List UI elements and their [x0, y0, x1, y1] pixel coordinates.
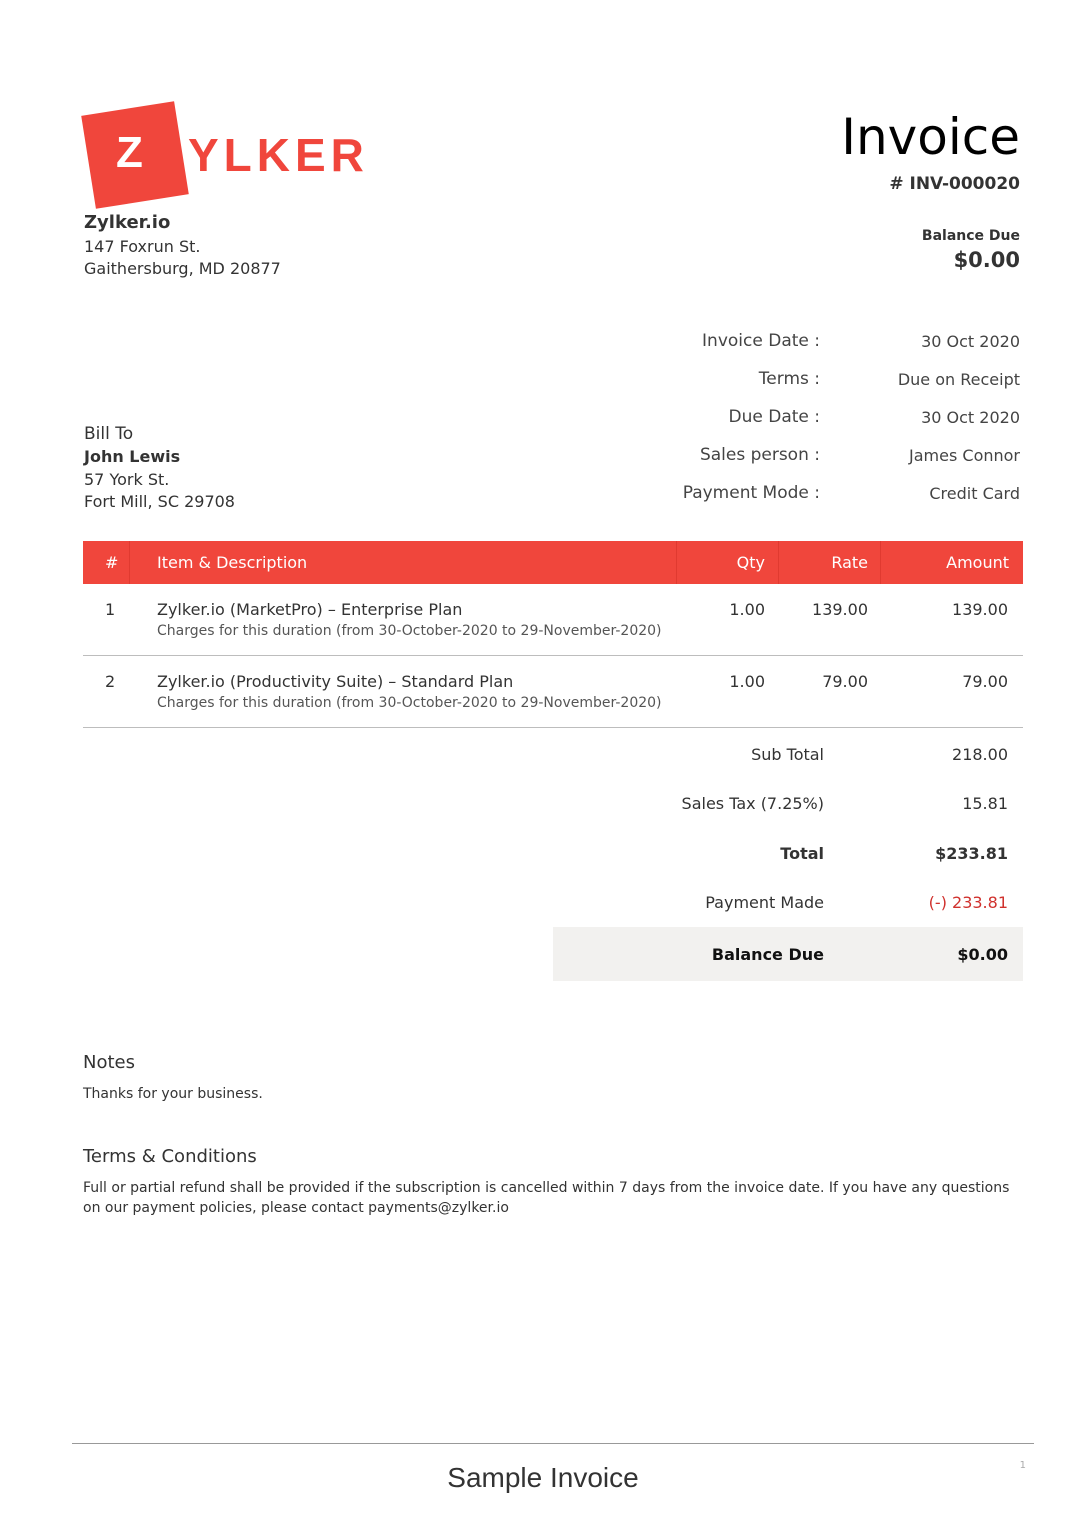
row-1-description: Charges for this duration (from 30-October-2020 to 29-November-2020) [157, 623, 662, 639]
payment-made-value: (-) 233.81 [928, 893, 1008, 912]
row-2-num: 2 [105, 672, 116, 691]
payment-made-label: Payment Made [705, 893, 824, 912]
payment-mode-label: Payment Mode : [682, 483, 820, 503]
header-divider [778, 541, 779, 584]
terms-value: Due on Receipt [897, 370, 1020, 389]
row-1-rate: 139.00 [812, 600, 868, 619]
balance-due-label: Balance Due [921, 228, 1020, 244]
terms-text: Full or partial refund shall be provided if the subscription is cancelled within 7 days from the invoice date. If you have any questions on our payment policies, please contact payments@zylker.io [83, 1180, 1010, 1216]
row-divider [83, 727, 1023, 728]
invoice-date-value: 30 Oct 2020 [921, 332, 1020, 351]
subtotal-value: 218.00 [952, 745, 1008, 764]
row-1-num: 1 [105, 600, 116, 619]
row-divider [83, 655, 1023, 656]
row-1-qty: 1.00 [729, 600, 765, 619]
sales-person-value: James Connor [909, 446, 1020, 465]
total-value: $233.81 [935, 844, 1008, 863]
header-rate: Rate [831, 553, 868, 572]
logo-wordmark: YLKER [188, 129, 369, 181]
bill-to-name: John Lewis [84, 447, 181, 466]
sales-tax-label: Sales Tax (7.25%) [681, 794, 824, 813]
header-amount: Amount [946, 553, 1009, 572]
footer-title: Sample Invoice [447, 1462, 639, 1493]
items-table-header [83, 541, 1023, 584]
bill-to-label: Bill To [84, 424, 134, 444]
notes-title: Notes [83, 1052, 135, 1073]
header-divider [129, 541, 130, 584]
row-1-amount: 139.00 [952, 600, 1008, 619]
company-address-line2: Gaithersburg, MD 20877 [84, 259, 281, 278]
row-2-rate: 79.00 [822, 672, 868, 691]
footer-divider [72, 1443, 1034, 1444]
notes-text: Thanks for your business. [83, 1086, 263, 1102]
row-2-qty: 1.00 [729, 672, 765, 691]
invoice-title: Invoice [841, 108, 1020, 166]
invoice-date-label: Invoice Date : [702, 331, 820, 351]
row-1-item: Zylker.io (MarketPro) – Enterprise Plan [157, 600, 463, 619]
header-qty: Qty [736, 553, 765, 572]
page-number: 1 [1019, 1460, 1026, 1471]
subtotal-label: Sub Total [751, 745, 824, 764]
header-num: # [105, 553, 119, 572]
sales-tax-value: 15.81 [962, 794, 1008, 813]
balance-due-value: $0.00 [953, 248, 1020, 272]
company-address-line1: 147 Foxrun St. [84, 237, 201, 256]
sales-person-label: Sales person : [699, 445, 820, 465]
logo-letter: Z [116, 128, 143, 177]
bill-to-address-line2: Fort Mill, SC 29708 [84, 492, 235, 511]
due-date-label: Due Date : [728, 407, 820, 427]
due-date-value: 30 Oct 2020 [921, 408, 1020, 427]
terms-label: Terms : [758, 369, 820, 389]
invoice-number: # INV-000020 [889, 174, 1020, 194]
balance-due-total-label: Balance Due [711, 945, 824, 964]
header-divider [676, 541, 677, 584]
total-label: Total [780, 844, 824, 863]
header-divider [880, 541, 881, 584]
balance-due-total-value: $0.00 [957, 945, 1008, 964]
row-2-item: Zylker.io (Productivity Suite) – Standard Plan [157, 672, 514, 691]
bill-to-address-line1: 57 York St. [84, 470, 170, 489]
payment-mode-value: Credit Card [929, 484, 1020, 503]
row-2-description: Charges for this duration (from 30-October-2020 to 29-November-2020) [157, 695, 662, 711]
company-name: Zylker.io [84, 212, 171, 233]
row-2-amount: 79.00 [962, 672, 1008, 691]
terms-title: Terms & Conditions [83, 1146, 257, 1167]
header-item: Item & Description [157, 553, 308, 572]
